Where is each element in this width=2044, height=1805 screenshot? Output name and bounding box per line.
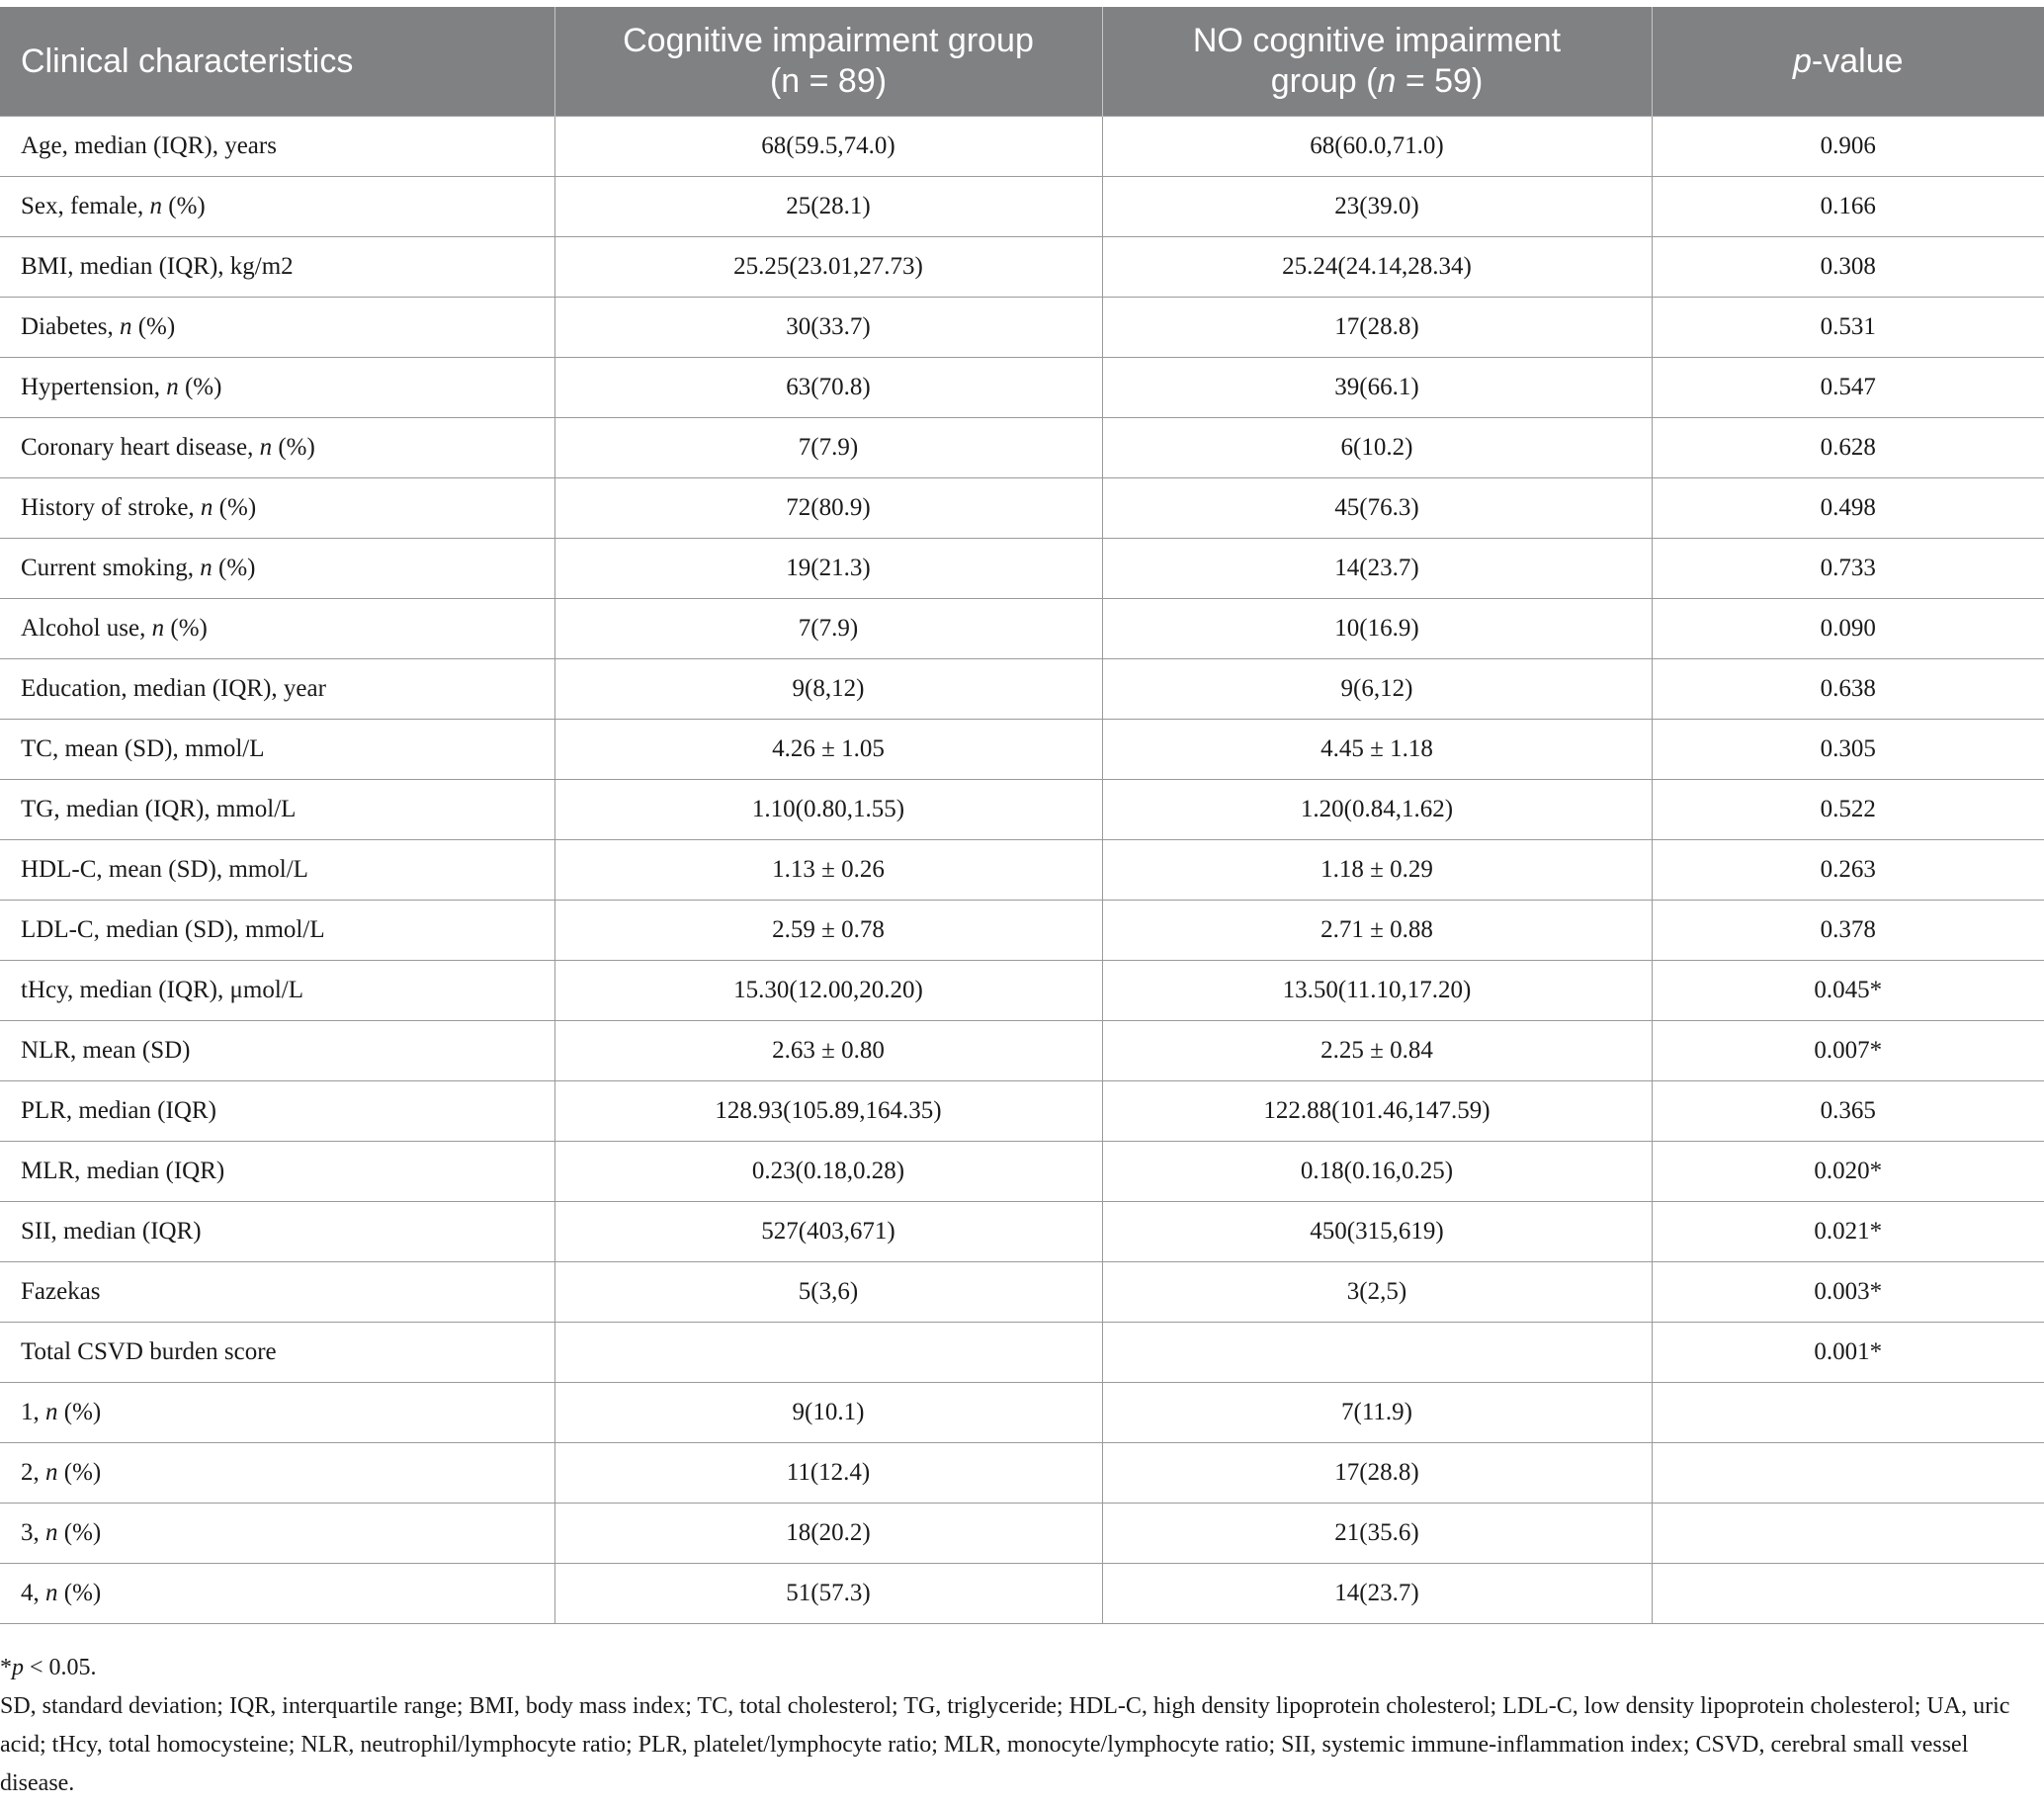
- cognitive-impairment-value: 18(20.2): [554, 1504, 1102, 1564]
- characteristic-label: SII, median (IQR): [0, 1202, 554, 1262]
- no-cognitive-impairment-value: 17(28.8): [1102, 1443, 1652, 1504]
- characteristic-label: 1, n (%): [0, 1383, 554, 1443]
- p-value: 0.308: [1652, 237, 2044, 298]
- table-header: [0, 7, 2044, 117]
- header-nci-line2: group (n = 59): [1270, 62, 1484, 100]
- p-value: 0.365: [1652, 1081, 2044, 1142]
- table-row: [0, 478, 2044, 539]
- p-value: 0.021*: [1652, 1202, 2044, 1262]
- no-cognitive-impairment-value: 10(16.9): [1102, 599, 1652, 659]
- table-row: [0, 418, 2044, 478]
- cognitive-impairment-value: 2.59 ± 0.78: [554, 901, 1102, 961]
- no-cognitive-impairment-value: 1.18 ± 0.29: [1102, 840, 1652, 901]
- table-row: [0, 1504, 2044, 1564]
- p-value: 0.003*: [1652, 1262, 2044, 1323]
- cognitive-impairment-value: 72(80.9): [554, 478, 1102, 539]
- p-value: 0.498: [1652, 478, 2044, 539]
- table-row: [0, 780, 2044, 840]
- characteristic-label: LDL-C, median (SD), mmol/L: [0, 901, 554, 961]
- abbreviations-note: SD, standard deviation; IQR, interquartile range; BMI, body mass index; TC, total cholesterol; TG, triglyceride; HDL-C, high density lipoprotein cholesterol; LDL-C, low density lipoprotein cholesterol; UA, uric acid; tHcy, total homocysteine; NLR, neutrophil/lymphocyte ratio; PLR, platelet/lymphocyte ratio; MLR, monocyte/lymphocyte ratio; SII, systemic immune-inflammation index; CSVD, cerebral small vessel disease.: [0, 1693, 2010, 1796]
- characteristic-label: TC, mean (SD), mmol/L: [0, 720, 554, 780]
- p-value: 0.906: [1652, 117, 2044, 177]
- p-value: [1652, 1564, 2044, 1624]
- characteristic-label: Sex, female, n (%): [0, 177, 554, 237]
- no-cognitive-impairment-value: 45(76.3): [1102, 478, 1652, 539]
- cognitive-impairment-value: 30(33.7): [554, 298, 1102, 358]
- characteristic-label: Diabetes, n (%): [0, 298, 554, 358]
- p-value: 0.638: [1652, 659, 2044, 720]
- table-row: [0, 298, 2044, 358]
- no-cognitive-impairment-value: 17(28.8): [1102, 298, 1652, 358]
- cognitive-impairment-value: 68(59.5,74.0): [554, 117, 1102, 177]
- characteristic-label: Current smoking, n (%): [0, 539, 554, 599]
- p-value: 0.305: [1652, 720, 2044, 780]
- cognitive-impairment-value: 15.30(12.00,20.20): [554, 961, 1102, 1021]
- no-cognitive-impairment-value: 14(23.7): [1102, 539, 1652, 599]
- table-row: [0, 539, 2044, 599]
- cognitive-impairment-value: 1.13 ± 0.26: [554, 840, 1102, 901]
- characteristic-label: MLR, median (IQR): [0, 1142, 554, 1202]
- table-row: [0, 237, 2044, 298]
- p-value: 0.378: [1652, 901, 2044, 961]
- characteristic-label: BMI, median (IQR), kg/m2: [0, 237, 554, 298]
- p-value: 0.001*: [1652, 1323, 2044, 1383]
- header-cognitive-impairment-group: [554, 7, 1102, 117]
- characteristic-label: Hypertension, n (%): [0, 358, 554, 418]
- cognitive-impairment-value: 9(8,12): [554, 659, 1102, 720]
- characteristic-label: 2, n (%): [0, 1443, 554, 1504]
- no-cognitive-impairment-value: 7(11.9): [1102, 1383, 1652, 1443]
- cognitive-impairment-value: 25(28.1): [554, 177, 1102, 237]
- cognitive-impairment-value: 128.93(105.89,164.35): [554, 1081, 1102, 1142]
- characteristic-label: Coronary heart disease, n (%): [0, 418, 554, 478]
- no-cognitive-impairment-value: [1102, 1323, 1652, 1383]
- cognitive-impairment-value: 5(3,6): [554, 1262, 1102, 1323]
- table-row: [0, 1383, 2044, 1443]
- characteristic-label: Education, median (IQR), year: [0, 659, 554, 720]
- table-row: [0, 358, 2044, 418]
- p-value: 0.263: [1652, 840, 2044, 901]
- table-row: [0, 1081, 2044, 1142]
- no-cognitive-impairment-value: 3(2,5): [1102, 1262, 1652, 1323]
- no-cognitive-impairment-value: 1.20(0.84,1.62): [1102, 780, 1652, 840]
- characteristic-label: HDL-C, mean (SD), mmol/L: [0, 840, 554, 901]
- p-value: [1652, 1443, 2044, 1504]
- header-clinical-characteristics: Clinical characteristics: [0, 7, 554, 117]
- table-row: [0, 1262, 2044, 1323]
- cognitive-impairment-value: 7(7.9): [554, 599, 1102, 659]
- cognitive-impairment-value: 1.10(0.80,1.55): [554, 780, 1102, 840]
- no-cognitive-impairment-value: 14(23.7): [1102, 1564, 1652, 1624]
- no-cognitive-impairment-value: 2.25 ± 0.84: [1102, 1021, 1652, 1081]
- cognitive-impairment-value: 527(403,671): [554, 1202, 1102, 1262]
- no-cognitive-impairment-value: 122.88(101.46,147.59): [1102, 1081, 1652, 1142]
- characteristic-label: Fazekas: [0, 1262, 554, 1323]
- table-body: [0, 117, 2044, 1624]
- characteristic-label: History of stroke, n (%): [0, 478, 554, 539]
- table-row: [0, 720, 2044, 780]
- cognitive-impairment-value: 51(57.3): [554, 1564, 1102, 1624]
- significance-note: *p < 0.05.: [0, 1655, 97, 1680]
- p-value: 0.090: [1652, 599, 2044, 659]
- p-value: 0.166: [1652, 177, 2044, 237]
- table-row: [0, 1202, 2044, 1262]
- table-row: [0, 961, 2044, 1021]
- no-cognitive-impairment-value: 39(66.1): [1102, 358, 1652, 418]
- table-row: [0, 1021, 2044, 1081]
- characteristic-label: 4, n (%): [0, 1564, 554, 1624]
- p-value: 0.628: [1652, 418, 2044, 478]
- characteristic-label: tHcy, median (IQR), μmol/L: [0, 961, 554, 1021]
- characteristic-label: Age, median (IQR), years: [0, 117, 554, 177]
- cognitive-impairment-value: [554, 1323, 1102, 1383]
- header-no-cognitive-impairment-group: [1102, 7, 1652, 117]
- cognitive-impairment-value: 11(12.4): [554, 1443, 1102, 1504]
- header-row: [0, 7, 2044, 117]
- cognitive-impairment-value: 2.63 ± 0.80: [554, 1021, 1102, 1081]
- cognitive-impairment-value: 7(7.9): [554, 418, 1102, 478]
- p-value: [1652, 1383, 2044, 1443]
- characteristic-label: PLR, median (IQR): [0, 1081, 554, 1142]
- cognitive-impairment-value: 19(21.3): [554, 539, 1102, 599]
- characteristic-label: 3, n (%): [0, 1504, 554, 1564]
- table-row: [0, 1564, 2044, 1624]
- table-row: [0, 1323, 2044, 1383]
- header-p-value: p-value: [1652, 7, 2044, 117]
- p-value: 0.522: [1652, 780, 2044, 840]
- p-value: 0.547: [1652, 358, 2044, 418]
- header-ci-line2: (n = 89): [769, 62, 888, 100]
- no-cognitive-impairment-value: 2.71 ± 0.88: [1102, 901, 1652, 961]
- no-cognitive-impairment-value: 25.24(24.14,28.34): [1102, 237, 1652, 298]
- table-footnotes: [0, 1649, 2040, 1803]
- no-cognitive-impairment-value: 21(35.6): [1102, 1504, 1652, 1564]
- header-ci-line1: Cognitive impairment group: [623, 22, 1034, 59]
- no-cognitive-impairment-value: 6(10.2): [1102, 418, 1652, 478]
- characteristic-label: Total CSVD burden score: [0, 1323, 554, 1383]
- no-cognitive-impairment-value: 0.18(0.16,0.25): [1102, 1142, 1652, 1202]
- no-cognitive-impairment-value: 9(6,12): [1102, 659, 1652, 720]
- table-row: [0, 840, 2044, 901]
- cognitive-impairment-value: 25.25(23.01,27.73): [554, 237, 1102, 298]
- no-cognitive-impairment-value: 23(39.0): [1102, 177, 1652, 237]
- header-nci-line1: NO cognitive impairment: [1192, 22, 1562, 59]
- table-row: [0, 901, 2044, 961]
- table-row: [0, 177, 2044, 237]
- characteristic-label: TG, median (IQR), mmol/L: [0, 780, 554, 840]
- table-row: [0, 1443, 2044, 1504]
- table-row: [0, 1142, 2044, 1202]
- no-cognitive-impairment-value: 4.45 ± 1.18: [1102, 720, 1652, 780]
- no-cognitive-impairment-value: 13.50(11.10,17.20): [1102, 961, 1652, 1021]
- p-value: 0.531: [1652, 298, 2044, 358]
- characteristic-label: Alcohol use, n (%): [0, 599, 554, 659]
- cognitive-impairment-value: 4.26 ± 1.05: [554, 720, 1102, 780]
- cognitive-impairment-value: 0.23(0.18,0.28): [554, 1142, 1102, 1202]
- no-cognitive-impairment-value: 68(60.0,71.0): [1102, 117, 1652, 177]
- clinical-characteristics-table: [0, 7, 2044, 1624]
- characteristic-label: NLR, mean (SD): [0, 1021, 554, 1081]
- p-value: 0.045*: [1652, 961, 2044, 1021]
- no-cognitive-impairment-value: 450(315,619): [1102, 1202, 1652, 1262]
- p-value: [1652, 1504, 2044, 1564]
- table-container: [0, 7, 2044, 1624]
- cognitive-impairment-value: 9(10.1): [554, 1383, 1102, 1443]
- table-row: [0, 659, 2044, 720]
- p-value: 0.020*: [1652, 1142, 2044, 1202]
- table-row: [0, 599, 2044, 659]
- p-value: 0.733: [1652, 539, 2044, 599]
- table-row: [0, 117, 2044, 177]
- p-value: 0.007*: [1652, 1021, 2044, 1081]
- cognitive-impairment-value: 63(70.8): [554, 358, 1102, 418]
